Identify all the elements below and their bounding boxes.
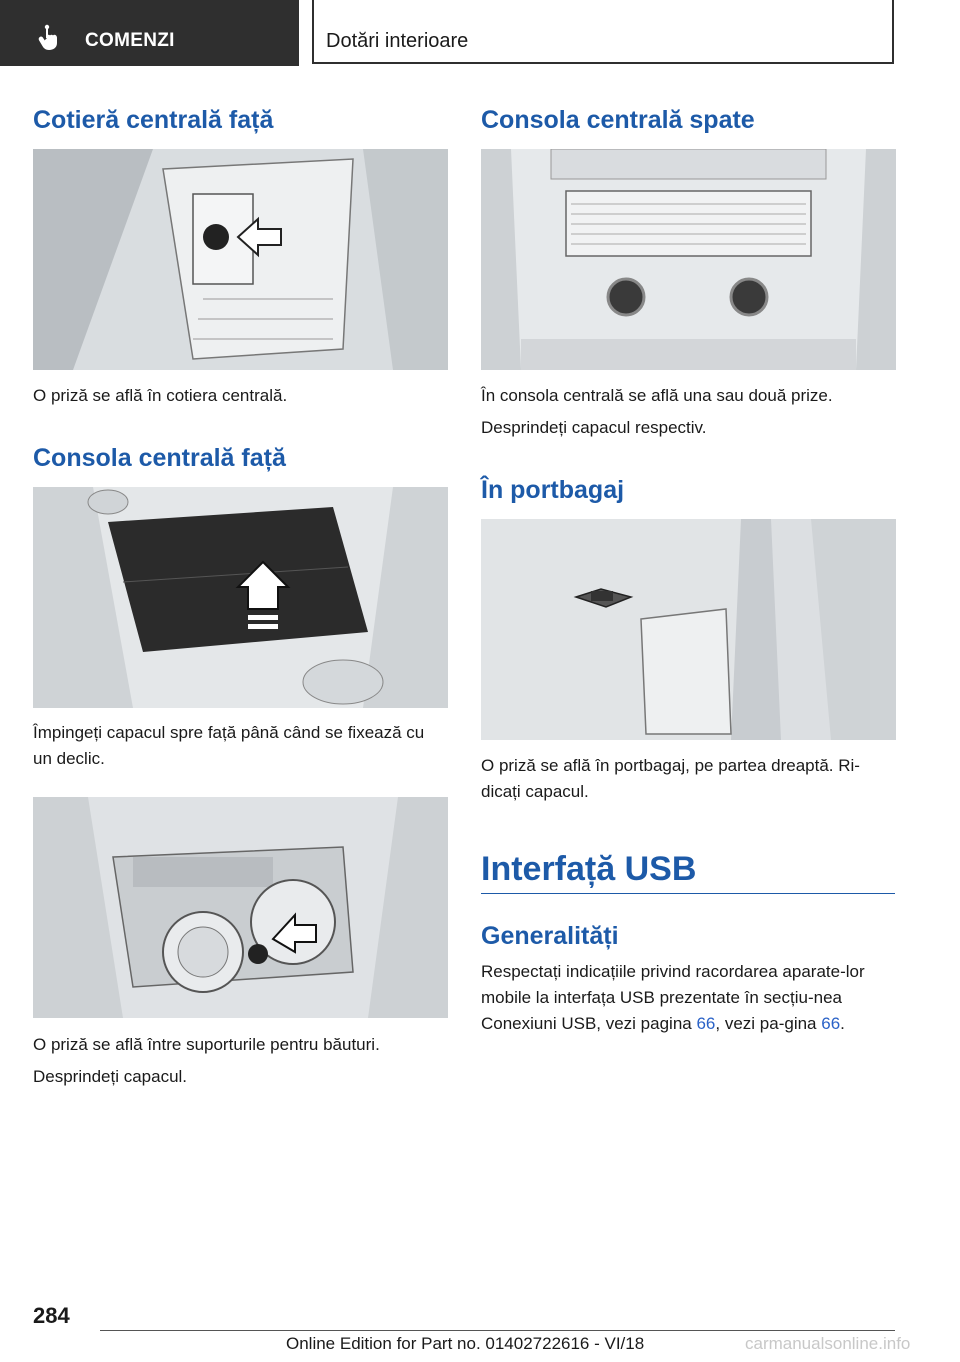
chapter-tab-label: COMENZI <box>85 30 175 51</box>
section-title: Dotări interioare <box>326 30 469 52</box>
page-link-66-second[interactable]: 66 <box>821 1014 841 1033</box>
heading-general: Generalități <box>481 922 619 950</box>
heading-usb: Interfață USB <box>481 850 697 888</box>
footer-edition: Online Edition for Part no. 01402722616 - VI/18 <box>286 1334 645 1353</box>
text-trunk: O priză se află în portbagaj, pe partea dreaptă. Ri‐dicați capacul. <box>481 756 860 801</box>
heading-usb-rule <box>481 893 895 894</box>
page-link-66[interactable]: 66 <box>696 1014 716 1033</box>
footer-rule <box>100 1330 895 1331</box>
figure-rear-console <box>481 149 896 370</box>
chapter-tab[interactable] <box>0 0 299 66</box>
text-armrest: O priză se află în cotiera centrală. <box>33 386 288 405</box>
text-rear-console-2: Desprindeți capacul respectiv. <box>481 418 707 437</box>
page-number: 284 <box>33 1303 70 1328</box>
text-front-console: Împingeți capacul spre față până când se fixează cu un declic. <box>33 723 425 768</box>
heading-front-console: Consola centrală față <box>33 444 286 472</box>
figure-armrest <box>33 149 448 370</box>
figure-front-console <box>33 487 448 708</box>
section-header <box>312 0 894 64</box>
footer-watermark: carmanualsonline.info <box>745 1334 911 1353</box>
text-rear-console: În consola centrală se află una sau două prize. <box>481 386 833 405</box>
touch-hand-icon <box>38 24 62 50</box>
text-general <box>481 959 895 1037</box>
text-cupholder: O priză se află între suporturile pentru băuturi. <box>33 1035 380 1054</box>
text-cupholder-2: Desprindeți capacul. <box>33 1067 188 1086</box>
text-general-part: . <box>840 1014 845 1033</box>
heading-armrest: Cotieră centrală față <box>33 106 274 134</box>
text-general-part: , vezi pa‐gina <box>715 1014 822 1033</box>
text-general-part: Respectați indicațiile privind racordarea aparate‐lor mobile la interfața USB prezentate în secțiu‐nea Conexiuni USB, vezi pagina <box>481 962 865 1033</box>
figure-cupholder <box>33 797 448 1018</box>
heading-trunk: În portbagaj <box>481 476 625 504</box>
figure-trunk <box>481 519 896 740</box>
heading-rear-console: Consola centrală spate <box>481 106 755 134</box>
